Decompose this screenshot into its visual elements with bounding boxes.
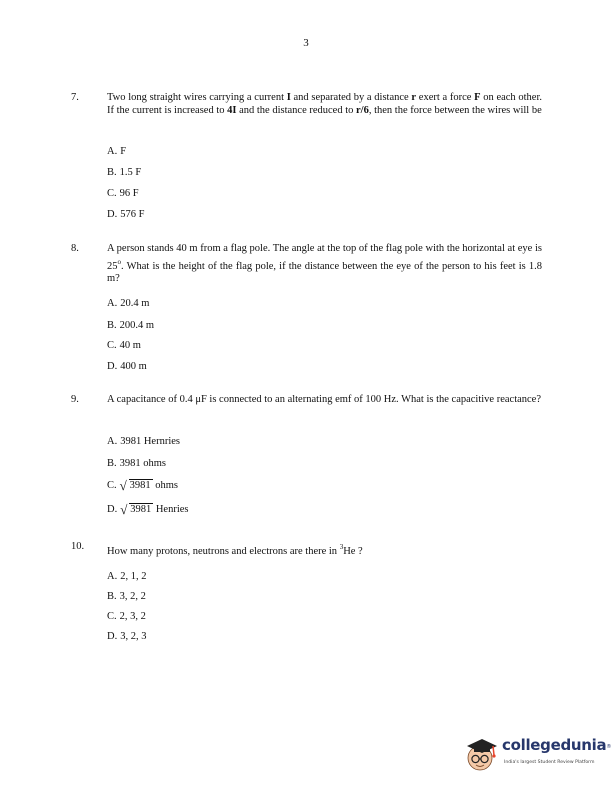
- option-d: D. 400 m: [107, 361, 147, 372]
- square-root: √ 3981: [121, 504, 153, 515]
- option-d: D.√ 3981 Henries: [107, 504, 189, 515]
- collegedunia-logo: [463, 727, 612, 777]
- page-number: 3: [303, 37, 309, 49]
- question-text: How many protons, neutrons and electrons are there in $^3$He ?: [107, 543, 363, 557]
- question-text: A person stands 40 m from a flag pole. The angle at the top of the flag pole with the horizontal at eye is 25$^o$. What is the height of the flag pole, if the distance between the eye of the person to his feet is 1.8 m?: [107, 243, 542, 284]
- option-b: B. 1.5 F: [107, 167, 142, 178]
- option-d: D. 576 F: [107, 209, 145, 220]
- option-a: A. F: [107, 146, 127, 157]
- question-number: 10.: [71, 541, 85, 552]
- question-number: 9.: [71, 394, 79, 405]
- option-c: C.√ 3981 ohms: [107, 480, 178, 491]
- option-c: C. 40 m: [107, 340, 141, 351]
- option-a: A. 2, 1, 2: [107, 571, 147, 582]
- option-d: D. 3, 2, 3: [107, 631, 147, 642]
- question-number: 8.: [71, 243, 79, 254]
- graduate-mascot-icon: [463, 733, 499, 773]
- option-b: B. 3981 ohms: [107, 458, 167, 469]
- option-c: C. 96 F: [107, 188, 139, 199]
- question-text: A capacitance of 0.4 μF is connected to an alternating emf of 100 Hz. What is the capacitive reactance?: [107, 394, 541, 405]
- square-root: √ 3981: [121, 480, 153, 491]
- option-b: B. 200.4 m: [107, 320, 155, 331]
- question-text: Two long straight wires carrying a current I and separated by a distance r exert a force F on each other. If the current is increased to 4I and the distance reduced to r/6, then the force between the wires will be: [107, 92, 542, 116]
- option-b: B. 3, 2, 2: [107, 591, 146, 602]
- logo-tagline: India's largest Student Review Platform: [504, 760, 595, 765]
- logo-wordmark: collegedunia®: [502, 736, 612, 754]
- question-number: 7.: [71, 92, 79, 103]
- option-a: A. 20.4 m: [107, 298, 150, 309]
- option-c: C. 2, 3, 2: [107, 611, 146, 622]
- option-a: A. 3981 Hernries: [107, 436, 180, 447]
